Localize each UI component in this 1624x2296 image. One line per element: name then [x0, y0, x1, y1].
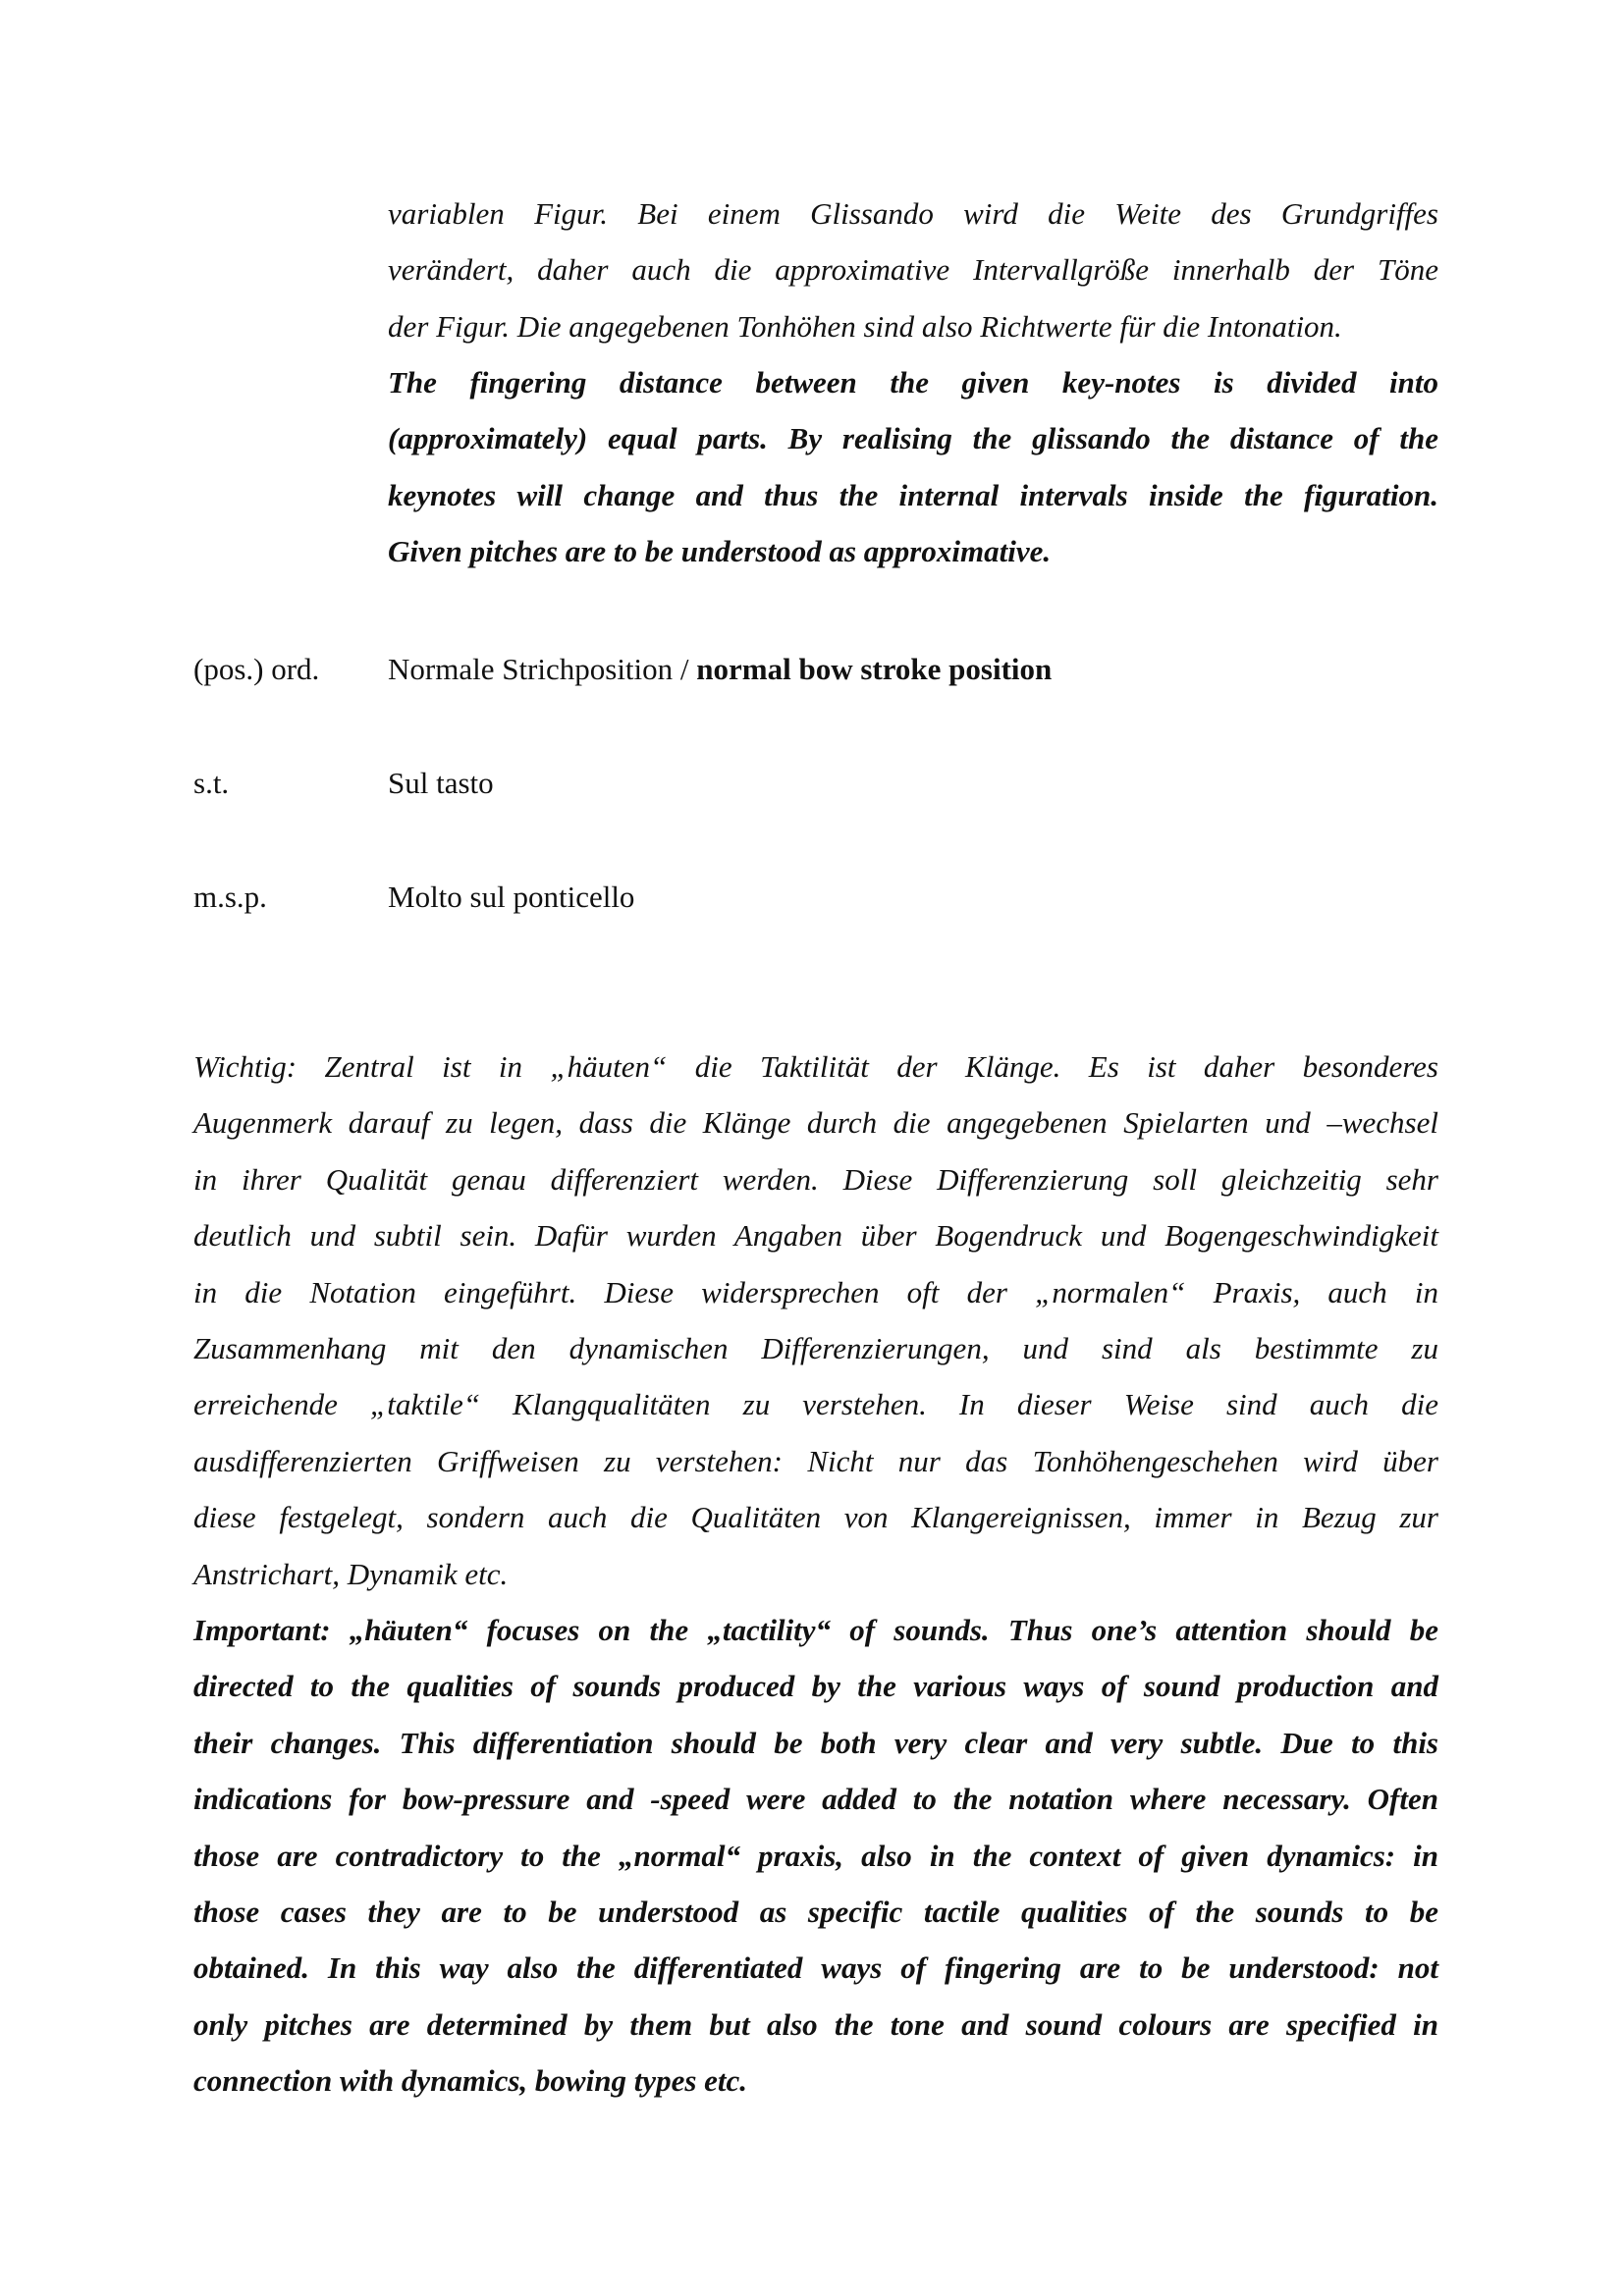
- text-line: erreichende „taktile“ Klangqualitäten zu verstehen. In dieser Weise sind auch die: [193, 1387, 1438, 1422]
- term-description: Sul tasto: [388, 766, 494, 800]
- text-line: in ihrer Qualität genau differenziert werden. Diese Differenzierung soll gleichzeitig sehr: [193, 1161, 1438, 1197]
- text-line: Important: „häuten“ focuses on the „tactility“ of sounds. Thus one’s attention should be: [193, 1613, 1438, 1647]
- text-line: Wichtig: Zentral ist in „häuten“ die Taktilität der Klänge. Es ist daher besonderes: [193, 1049, 1438, 1084]
- text-line: keynotes will change and thus the internal intervals inside the figuration.: [388, 477, 1438, 512]
- text-line: (approximately) equal parts. By realising the glissando the distance of the: [388, 421, 1438, 456]
- term-label: (pos.) ord.: [193, 652, 320, 686]
- text-line: Augenmerk darauf zu legen, dass die Klänge durch die angegebenen Spielarten und –wechsel: [193, 1105, 1438, 1141]
- term-description-english: normal bow stroke position: [696, 652, 1053, 686]
- glissando-german-paragraph: [388, 186, 1438, 354]
- text-line: those cases they are to be understood as specific tactile qualities of the sounds to be: [193, 1895, 1438, 1930]
- text-line: deutlich und subtil sein. Dafür wurden Angaben über Bogendruck und Bogengeschwindigkeit: [193, 1218, 1438, 1254]
- text-line: obtained. In this way also the differentiated ways of fingering are to be understood: not: [193, 1950, 1438, 1986]
- text-line: verändert, daher auch die approximative Intervallgröße innerhalb der Töne: [388, 252, 1438, 288]
- text-line: Given pitches are to be understood as approximative.: [388, 534, 1052, 569]
- term-description-german: Normale Strichposition /: [388, 652, 697, 686]
- text-line: in die Notation eingeführt. Diese widersprechen oft der „normalen“ Praxis, auch in: [193, 1274, 1438, 1309]
- term-label: s.t.: [193, 766, 230, 800]
- term-label: m.s.p.: [193, 880, 267, 914]
- text-line: variablen Figur. Bei einem Glissando wird die Weite des Grundgriffes: [388, 196, 1438, 231]
- glissando-english-paragraph: [388, 354, 1438, 580]
- text-line: indications for bow-pressure and -speed were added to the notation where necessary. Often: [193, 1782, 1438, 1817]
- text-line: diese festgelegt, sondern auch die Qualitäten von Klangereignissen, immer in Bezug zur: [193, 1500, 1438, 1535]
- text-line: connection with dynamics, bowing types etc.: [193, 2063, 748, 2099]
- text-line: only pitches are determined by them but also the tone and sound colours are specified in: [193, 2006, 1438, 2042]
- important-german-paragraph: [193, 1039, 1438, 1602]
- text-line: ausdifferenzierten Griffweisen zu verstehen: Nicht nur das Tonhöhengeschehen wird über: [193, 1443, 1438, 1478]
- text-line: Zusammenhang mit den dynamischen Differenzierungen, und sind als bestimmte zu: [193, 1331, 1438, 1366]
- text-line: The fingering distance between the given key-notes is divided into: [388, 365, 1438, 400]
- text-line: their changes. This differentiation should be both very clear and very subtle. Due to this: [193, 1725, 1438, 1760]
- term-description: Molto sul ponticello: [388, 880, 635, 914]
- text-line: those are contradictory to the „normal“ praxis, also in the context of given dynamics: in: [193, 1838, 1438, 1873]
- text-line: der Figur. Die angegebenen Tonhöhen sind also Richtwerte für die Intonation.: [388, 308, 1342, 344]
- term-description: [388, 650, 1052, 689]
- text-line: directed to the qualities of sounds produced by the various ways of sound production and: [193, 1669, 1438, 1704]
- important-english-paragraph: [193, 1602, 1438, 2109]
- text-line: Anstrichart, Dynamik etc.: [193, 1556, 509, 1591]
